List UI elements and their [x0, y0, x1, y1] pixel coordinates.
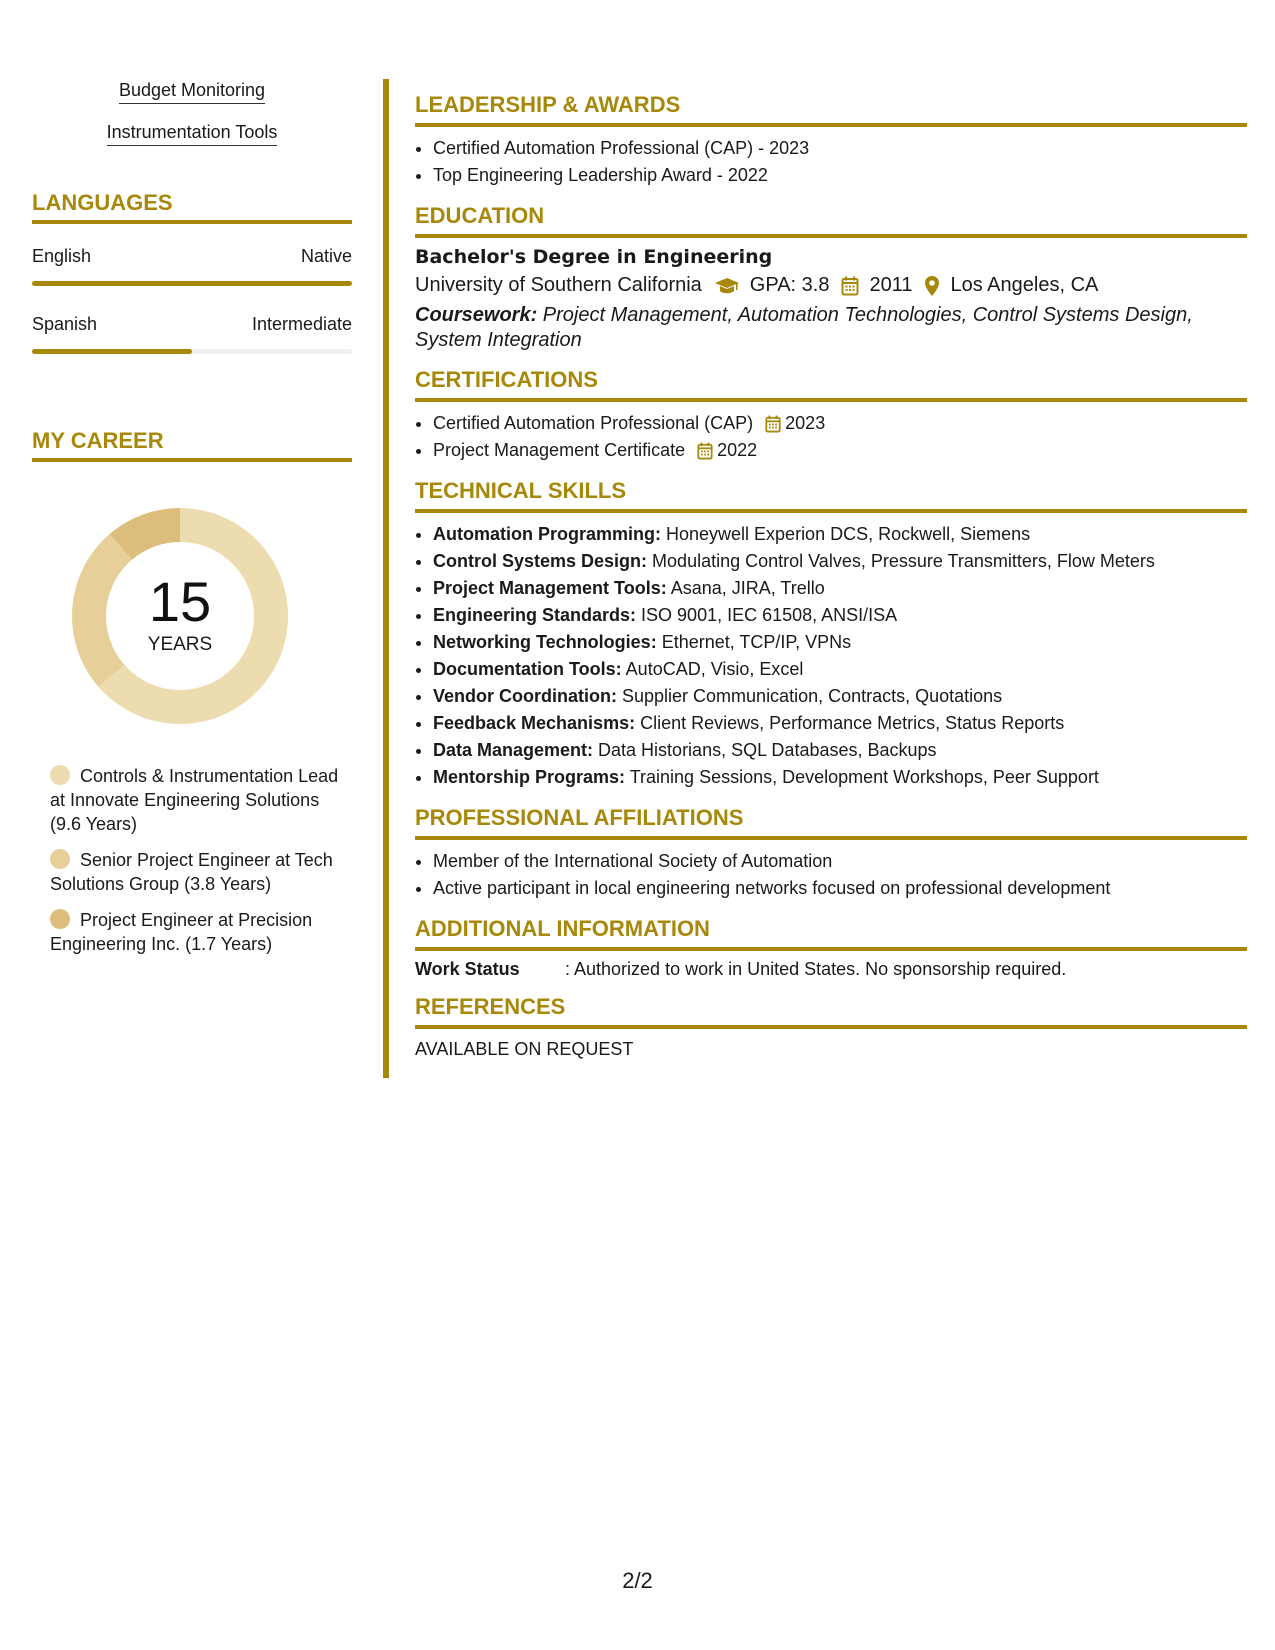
education-heading: EDUCATION	[415, 203, 1247, 238]
references-section	[415, 994, 1247, 1060]
legend-dot	[50, 909, 70, 929]
languages-heading: LANGUAGES	[32, 190, 352, 224]
column-divider	[383, 79, 389, 1078]
language-bar-fill	[32, 349, 192, 354]
education-section	[415, 203, 1247, 353]
list-item: • Certified Automation Professional (CAP) 2023	[433, 410, 1247, 437]
skill-item: • Control Systems Design: Modulating Control Valves, Pressure Transmitters, Flow Meters	[433, 548, 1247, 575]
graduation-cap-icon	[714, 277, 740, 295]
references-text: AVAILABLE ON REQUEST	[415, 1039, 634, 1059]
career-years-label: YEARS	[147, 634, 213, 655]
skill-item: • Project Management Tools: Asana, JIRA, Trello	[433, 575, 1247, 602]
additional-info-section	[415, 916, 1247, 980]
coursework: Coursework: Project Management, Automation Technologies, Control Systems Design, System Integration	[415, 304, 1193, 351]
skill-item: • Feedback Mechanisms: Client Reviews, Performance Metrics, Status Reports	[433, 710, 1247, 737]
gpa: GPA: 3.8	[749, 274, 830, 296]
career-years-number: 15	[148, 570, 212, 633]
additional-info-heading: ADDITIONAL INFORMATION	[415, 916, 1247, 951]
work-status-value: : Authorized to work in United States. No sponsorship required.	[565, 959, 1067, 979]
technical-skills-heading: TECHNICAL SKILLS	[415, 478, 1247, 513]
technical-skills-section	[415, 478, 1247, 791]
calendar-icon	[841, 276, 859, 296]
language-bar	[32, 281, 352, 286]
degree-title: Bachelor's Degree in Engineering	[415, 246, 773, 268]
certifications-section	[415, 367, 1247, 464]
school-name: University of Southern California	[415, 274, 702, 296]
education-details	[415, 274, 1247, 297]
skill-item: • Engineering Standards: ISO 9001, IEC 61508, ANSI/ISA	[433, 602, 1247, 629]
language-name: Spanish	[32, 314, 98, 334]
career-item: Senior Project Engineer at Tech Solutions Group (3.8 Years)	[50, 850, 333, 894]
language-level: Native	[300, 246, 352, 266]
career-item: Controls & Instrumentation Lead at Innovate Engineering Solutions (9.6 Years)	[50, 766, 339, 834]
language-level: Intermediate	[251, 314, 352, 334]
leadership-heading: LEADERSHIP & AWARDS	[415, 92, 1247, 127]
list-item: • Member of the International Society of Automation	[433, 848, 1247, 875]
career-item: Project Engineer at Precision Engineering Inc. (1.7 Years)	[50, 910, 313, 954]
left-column	[32, 80, 352, 968]
calendar-icon	[765, 415, 781, 433]
career-donut	[66, 502, 294, 730]
school-location: Los Angeles, CA	[950, 274, 1099, 296]
list-item: • Active participant in local engineering networks focused on professional development	[433, 875, 1247, 902]
legend-dot	[50, 765, 70, 785]
location-pin-icon	[924, 275, 940, 297]
language-bar-fill	[32, 281, 352, 286]
skill-item: • Mentorship Programs: Training Sessions, Development Workshops, Peer Support	[433, 764, 1247, 791]
graduation-year: 2011	[869, 274, 913, 296]
career-legend	[32, 764, 352, 956]
certifications-heading: CERTIFICATIONS	[415, 367, 1247, 402]
skill-item: • Networking Technologies: Ethernet, TCP/IP, VPNs	[433, 629, 1247, 656]
right-column	[415, 92, 1247, 1074]
affiliations-section	[415, 805, 1247, 902]
page-number: 2/2	[622, 1568, 653, 1593]
language-name: English	[32, 246, 92, 266]
references-heading: REFERENCES	[415, 994, 1247, 1029]
list-item: • Project Management Certificate 2022	[433, 437, 1247, 464]
list-item: • Top Engineering Leadership Award - 2022	[433, 162, 1247, 189]
leadership-section	[415, 92, 1247, 189]
skill-tag: Instrumentation Tools	[32, 122, 352, 146]
career-heading: MY CAREER	[32, 428, 352, 462]
language-spanish	[32, 314, 352, 354]
language-bar	[32, 349, 352, 354]
calendar-icon	[697, 442, 713, 460]
work-status-label: Work Status	[415, 959, 520, 979]
legend-dot	[50, 849, 70, 869]
list-item: • Certified Automation Professional (CAP) - 2023	[433, 135, 1247, 162]
skill-item: • Vendor Coordination: Supplier Communication, Contracts, Quotations	[433, 683, 1247, 710]
skill-item: • Documentation Tools: AutoCAD, Visio, Excel	[433, 656, 1247, 683]
skill-item: • Data Management: Data Historians, SQL Databases, Backups	[433, 737, 1247, 764]
skill-tag: Budget Monitoring	[32, 80, 352, 104]
affiliations-heading: PROFESSIONAL AFFILIATIONS	[415, 805, 1247, 840]
language-english	[32, 246, 352, 286]
skill-item: • Automation Programming: Honeywell Experion DCS, Rockwell, Siemens	[433, 521, 1247, 548]
